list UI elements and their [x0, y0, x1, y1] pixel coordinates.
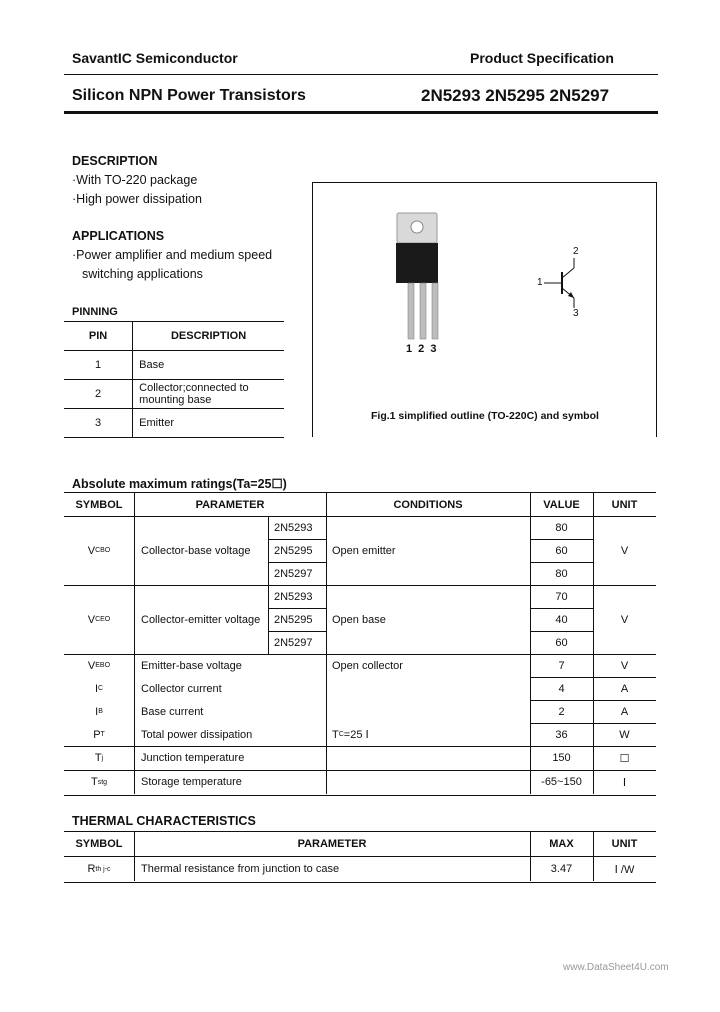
part-label: 2N5297	[274, 636, 313, 649]
pin-number: 1	[64, 351, 133, 380]
package-pin-numbers: 1 2 3	[406, 343, 437, 355]
pin-desc: Emitter	[133, 409, 284, 438]
value-cell: 80	[555, 521, 568, 534]
value-cell: 150	[552, 752, 571, 764]
value-cell: 80	[555, 567, 568, 580]
unit-cell: A	[620, 705, 629, 718]
col-symbol: SYMBOL	[75, 498, 123, 511]
symbol-pin2-label: 2	[573, 246, 579, 257]
pin-desc: Base	[133, 351, 284, 380]
param-cell: Emitter-base voltage	[141, 659, 242, 672]
to220-package-image	[380, 205, 460, 350]
symbol-vcbo: V CBO	[87, 544, 111, 557]
symbol-vebo: V EBO	[87, 659, 111, 672]
footer-watermark: www.DataSheet4U.com	[563, 962, 669, 973]
symbol-ib: I B	[95, 705, 103, 718]
param-vceo: Collector-emitter voltage	[141, 613, 261, 626]
unit-cell: V	[620, 544, 629, 557]
figure-caption: Fig.1 simplified outline (TO-220C) and symbol	[371, 410, 599, 422]
applications-title: APPLICATIONS	[72, 229, 165, 243]
table-row	[64, 380, 284, 409]
thermal-symbol: R th j-c	[87, 863, 111, 875]
param-vcbo: Collector-base voltage	[141, 544, 251, 557]
symbol-pin1-label: 1	[537, 277, 543, 288]
part-label: 2N5293	[274, 521, 313, 534]
pinning-title: PINNING	[72, 306, 118, 318]
param-cell: Collector current	[141, 682, 222, 695]
thermal-col-max: MAX	[549, 838, 574, 850]
param-cell: Total power dissipation	[141, 728, 253, 741]
thermal-col-symbol: SYMBOL	[75, 838, 123, 850]
applications-line: switching applications	[82, 267, 203, 281]
value-cell: 40	[555, 613, 568, 626]
thermal-title: THERMAL CHARACTERISTICS	[72, 814, 256, 828]
value-cell: 60	[555, 636, 568, 649]
part-label: 2N5293	[274, 590, 313, 603]
doc-type: Product Specification	[470, 50, 614, 66]
symbol-ic: I C	[94, 682, 104, 695]
symbol-vceo: V CEO	[87, 613, 111, 626]
description-title: DESCRIPTION	[72, 154, 158, 168]
thermal-max: 3.47	[550, 863, 573, 875]
part-label: 2N5297	[274, 567, 313, 580]
unit-cell: Ⅰ	[622, 776, 627, 789]
header-rule-bottom	[64, 111, 658, 114]
product-line: Silicon NPN Power Transistors	[72, 87, 306, 104]
pin-desc-header: DESCRIPTION	[133, 322, 284, 351]
value-cell: 36	[555, 728, 568, 741]
unit-cell: ☐	[619, 752, 630, 765]
unit-cell: W	[619, 728, 630, 741]
ratings-title: Absolute maximum ratings(Ta=25☐)	[72, 477, 287, 491]
unit-cell: A	[620, 682, 629, 695]
col-conditions: CONDITIONS	[393, 498, 463, 511]
symbol-tj: T j	[94, 752, 104, 764]
value-cell: -65~150	[541, 776, 582, 788]
symbol-pt: P T	[93, 728, 105, 741]
col-unit: UNIT	[611, 498, 638, 511]
value-cell: 60	[555, 544, 568, 557]
unit-cell: V	[620, 613, 629, 626]
description-item: ·High power dissipation	[72, 192, 202, 206]
company-name: SavantIC Semiconductor	[72, 50, 238, 66]
table-row	[64, 351, 284, 380]
param-cell: Junction temperature	[141, 752, 245, 764]
pin-header: PIN	[64, 322, 133, 351]
figure-box	[312, 182, 657, 437]
param-cell: Base current	[141, 705, 204, 718]
symbol-tstg: T stg	[90, 776, 108, 788]
value-cell: 70	[555, 590, 568, 603]
part-numbers: 2N5293 2N5295 2N5297	[421, 86, 610, 105]
pin-number: 3	[64, 409, 133, 438]
cond-cell: Open collector	[332, 659, 403, 672]
symbol-pin3-label: 3	[573, 308, 579, 319]
thermal-unit: Ⅰ /W	[614, 863, 635, 876]
cond-vcbo: Open emitter	[332, 544, 396, 557]
col-value: VALUE	[543, 498, 580, 511]
part-label: 2N5295	[274, 544, 313, 557]
pinning-table	[64, 321, 284, 438]
pin-desc: Collector;connected to mounting base	[133, 380, 284, 409]
thermal-col-unit: UNIT	[611, 838, 638, 850]
col-parameter: PARAMETER	[195, 498, 265, 511]
cond-cell: T C =25 Ⅰ	[332, 728, 369, 741]
unit-cell: V	[620, 659, 629, 672]
value-cell: 2	[558, 705, 565, 718]
thermal-parameter: Thermal resistance from junction to case	[141, 863, 340, 875]
param-cell: Storage temperature	[141, 776, 242, 788]
thermal-col-parameter: PARAMETER	[297, 838, 367, 850]
header-rule-top	[64, 74, 658, 75]
part-label: 2N5295	[274, 613, 313, 626]
cond-vceo: Open base	[332, 613, 386, 626]
table-row	[64, 409, 284, 438]
pin-number: 2	[64, 380, 133, 409]
value-cell: 4	[558, 682, 565, 695]
value-cell: 7	[558, 659, 565, 672]
description-item: ·With TO-220 package	[72, 173, 198, 187]
applications-line: ·Power amplifier and medium speed	[72, 248, 273, 262]
